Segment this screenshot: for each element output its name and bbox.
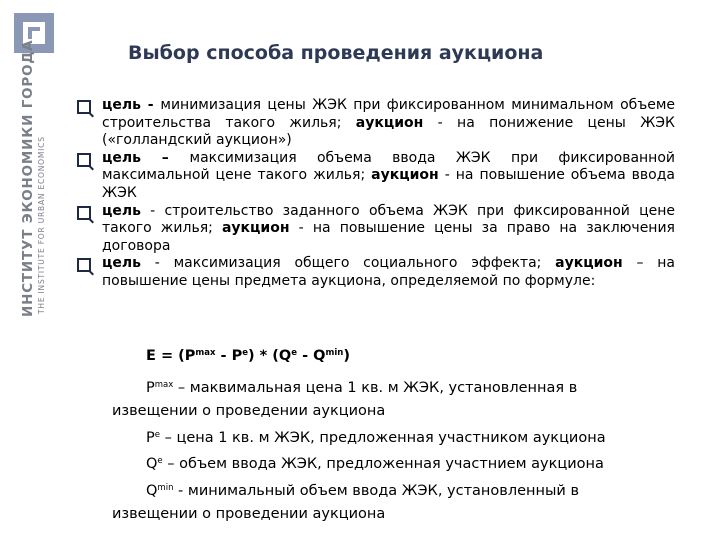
auction-label: аукцион xyxy=(555,255,623,272)
dash: - xyxy=(140,255,174,272)
definition-pmax-cont: извещении о проведении аукциона xyxy=(112,403,386,420)
goal-text: максимизация общего социального эффекта; xyxy=(173,255,556,272)
auction-text: - на понижение цены ЖЭК («голландский аукцион») xyxy=(102,114,675,149)
auction-label: аукцион xyxy=(371,167,439,184)
goal-label: цель xyxy=(102,149,141,166)
goal-text: строительство заданного объема ЖЭК при фиксированной цене такого жилья; xyxy=(102,202,676,237)
goal-label: цель xyxy=(102,202,141,219)
goal-label: цель xyxy=(102,97,141,113)
dash: - xyxy=(140,202,165,219)
sidebar-org-name-en: THE INSTITUTE FOR URBAN ECONOMICS xyxy=(37,136,46,314)
auction-text: – на повышение цены предмета аукциона, определяемой по формуле: xyxy=(102,255,675,289)
definition-qmin: $Q^{min}$ - минимальный объем ввода ЖЭК, установленный в xyxy=(146,482,579,499)
auction-text: - на повышение объема ввода ЖЭК xyxy=(102,167,675,201)
page-title: Выбор способа проведения аукциона xyxy=(128,42,544,64)
sidebar-org-name: ИНСТИТУТ ЭКОНОМИКИ ГОРОДА xyxy=(20,39,36,317)
list-item xyxy=(75,97,675,150)
goal-text: минимизация цены ЖЭК при фиксированном минимальном объеме строительства такого жилья; xyxy=(102,97,675,131)
dash: – xyxy=(140,149,190,166)
checkbox-bullet-icon xyxy=(77,258,91,272)
definition-pe: $P^e$ – цена 1 кв. м ЖЭК, предложенная участником аукциона xyxy=(146,429,606,446)
list-item xyxy=(75,150,675,203)
auction-label: аукцион xyxy=(355,114,424,131)
definition-pmax: $P^{max}$ – маквимальная цена 1 кв. м ЖЭК, установленная в xyxy=(146,380,578,396)
definition-qe: $Q^e$ – объем ввода ЖЭК, предложенная участнием аукциона xyxy=(146,456,604,473)
auction-text: - на повышение цены за право на заключения договора xyxy=(102,220,675,254)
goal-label: цель xyxy=(102,255,141,272)
dash: - xyxy=(140,97,161,113)
bullet-list xyxy=(75,97,675,291)
goal-text: максимизация объема ввода ЖЭК при фиксированной максимальной цене такого жилья; xyxy=(102,149,676,184)
definition-qmin-cont: извещении о проведении аукциона xyxy=(112,506,386,523)
checkbox-bullet-icon xyxy=(77,206,91,220)
list-item xyxy=(75,203,675,256)
list-item xyxy=(75,255,675,290)
checkbox-bullet-icon xyxy=(77,100,91,114)
formula-definitions xyxy=(112,374,672,526)
checkbox-bullet-icon xyxy=(77,153,91,167)
formula: $E = (P^{max} - P^e) * (Q^e - Q^{min})$ xyxy=(146,348,350,364)
auction-label: аукцион xyxy=(221,220,290,237)
